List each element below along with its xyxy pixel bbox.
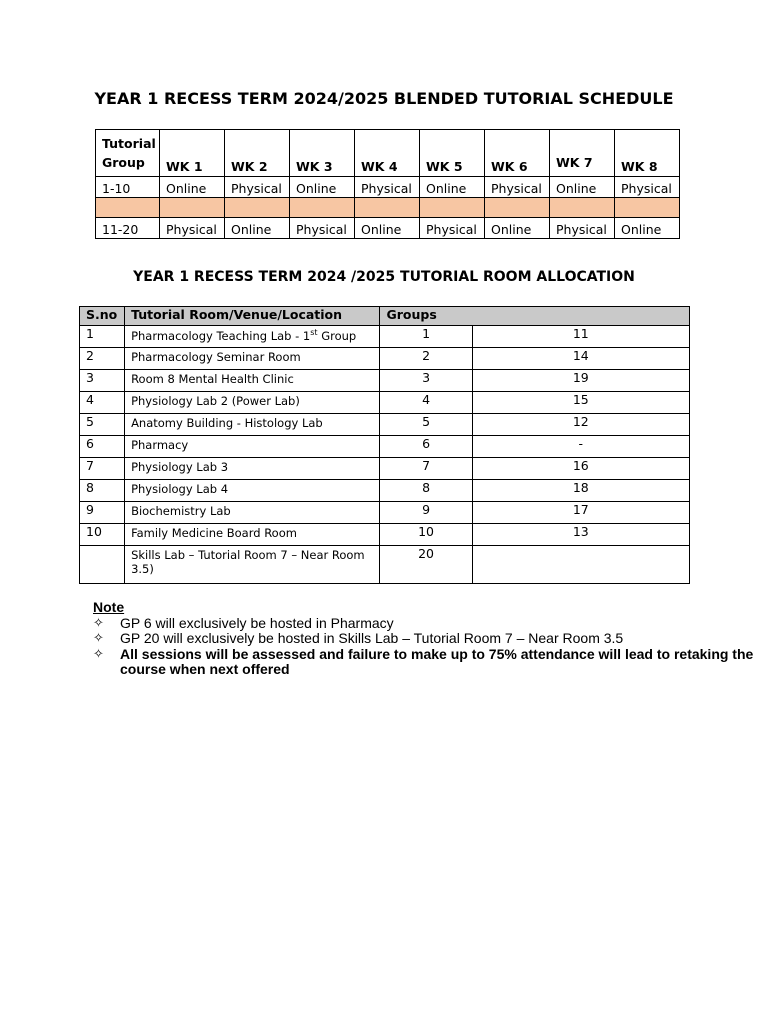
header-line-1: Tutorial [102, 136, 156, 151]
mode-cell: Online [420, 177, 485, 198]
mode-cell: Physical [550, 218, 615, 239]
allocation-row [80, 546, 690, 584]
allocation-row [80, 480, 690, 502]
count-cell: - [472, 436, 689, 458]
note-item [93, 631, 768, 647]
venue-cell: Pharmacology Seminar Room [125, 348, 380, 370]
sno-cell: 4 [80, 392, 125, 414]
schedule-title: YEAR 1 RECESS TERM 2024/2025 BLENDED TUTORIAL SCHEDULE [94, 89, 674, 108]
allocation-header-row [80, 307, 690, 326]
count-cell [472, 546, 689, 584]
sno-cell: 2 [80, 348, 125, 370]
note-text: All sessions will be assessed and failure to make up to 75% attendance will lead to retaking the course when next offered [120, 645, 754, 677]
group-cell: 5 [380, 414, 472, 436]
venue-cell: Physiology Lab 4 [125, 480, 380, 502]
venue-cell: Anatomy Building - Histology Lab [125, 414, 380, 436]
schedule-table [95, 129, 680, 239]
allocation-row [80, 458, 690, 480]
sno-cell: 6 [80, 436, 125, 458]
note-item [93, 616, 768, 632]
spacer-row [96, 198, 680, 218]
note-text: GP 6 will exclusively be hosted in Pharmacy [120, 614, 394, 631]
mode-cell: Physical [355, 177, 420, 198]
week-header: WK 7 [550, 130, 615, 177]
count-cell: 13 [472, 524, 689, 546]
groups-header: Groups [380, 307, 690, 326]
star-bullet-icon: ✧ [93, 631, 104, 646]
week-header: WK 5 [420, 130, 485, 177]
mode-cell: Online [615, 218, 680, 239]
header-line-2: Group [102, 155, 145, 170]
sno-cell: 8 [80, 480, 125, 502]
venue-header: Tutorial Room/Venue/Location [125, 307, 380, 326]
group-cell: 7 [380, 458, 472, 480]
note-list [93, 616, 768, 678]
mode-cell: Online [225, 218, 290, 239]
venue-cell: Family Medicine Board Room [125, 524, 380, 546]
tutorial-group-header [96, 130, 160, 177]
group-cell: 4 [380, 392, 472, 414]
group-cell: 10 [380, 524, 472, 546]
group-cell: 6 [380, 436, 472, 458]
sno-header: S.no [80, 307, 125, 326]
count-cell: 18 [472, 480, 689, 502]
mode-cell: Online [290, 177, 355, 198]
schedule-header-row [96, 130, 680, 177]
allocation-row [80, 436, 690, 458]
group-cell: 1 [380, 326, 472, 348]
allocation-row [80, 348, 690, 370]
week-header: WK 8 [615, 130, 680, 177]
group-cell: 8 [380, 480, 472, 502]
mode-cell: Online [550, 177, 615, 198]
venue-cell: Room 8 Mental Health Clinic [125, 370, 380, 392]
sno-cell: 5 [80, 414, 125, 436]
schedule-row [96, 177, 680, 198]
venue-cell: Pharmacy [125, 436, 380, 458]
note-item [93, 647, 768, 678]
allocation-title: YEAR 1 RECESS TERM 2024 /2025 TUTORIAL ROOM ALLOCATION [133, 269, 635, 285]
mode-cell: Online [355, 218, 420, 239]
allocation-row [80, 392, 690, 414]
group-cell: 9 [380, 502, 472, 524]
sno-cell: 1 [80, 326, 125, 348]
count-cell: 12 [472, 414, 689, 436]
allocation-row [80, 502, 690, 524]
star-bullet-icon: ✧ [93, 615, 104, 631]
mode-cell: Physical [485, 177, 550, 198]
count-cell: 11 [472, 326, 689, 348]
group-cell: 1-10 [96, 177, 160, 198]
group-cell: 2 [380, 348, 472, 370]
group-cell: 3 [380, 370, 472, 392]
mode-cell: Physical [420, 218, 485, 239]
allocation-row [80, 326, 690, 348]
note-section [93, 600, 768, 678]
note-title: Note [93, 599, 125, 615]
week-header: WK 3 [290, 130, 355, 177]
week-header: WK 6 [485, 130, 550, 177]
count-cell: 14 [472, 348, 689, 370]
sno-cell [80, 546, 125, 584]
sno-cell: 10 [80, 524, 125, 546]
count-cell: 19 [472, 370, 689, 392]
venue-cell: Physiology Lab 3 [125, 458, 380, 480]
allocation-row [80, 370, 690, 392]
count-cell: 17 [472, 502, 689, 524]
week-header: WK 4 [355, 130, 420, 177]
sno-cell: 7 [80, 458, 125, 480]
count-cell: 16 [472, 458, 689, 480]
mode-cell: Physical [290, 218, 355, 239]
venue-cell: Skills Lab – Tutorial Room 7 – Near Room 3.5) [125, 546, 380, 584]
allocation-row [80, 524, 690, 546]
venue-cell: Pharmacology Teaching Lab - 1st Group [125, 326, 380, 348]
venue-cell: Biochemistry Lab [125, 502, 380, 524]
note-text: GP 20 will exclusively be hosted in Skills Lab – Tutorial Room 7 – Near Room 3.5 [120, 630, 624, 646]
mode-cell: Physical [615, 177, 680, 198]
week-header: WK 2 [225, 130, 290, 177]
schedule-row [96, 218, 680, 239]
mode-cell: Online [160, 177, 225, 198]
count-cell: 15 [472, 392, 689, 414]
mode-cell: Online [485, 218, 550, 239]
venue-cell: Physiology Lab 2 (Power Lab) [125, 392, 380, 414]
group-cell: 20 [380, 546, 472, 584]
sno-cell: 3 [80, 370, 125, 392]
mode-cell: Physical [160, 218, 225, 239]
sno-cell: 9 [80, 502, 125, 524]
group-cell: 11-20 [96, 218, 160, 239]
week-header: WK 1 [160, 130, 225, 177]
allocation-table [79, 306, 690, 584]
mode-cell: Physical [225, 177, 290, 198]
star-bullet-icon: ✧ [93, 646, 104, 662]
allocation-row [80, 414, 690, 436]
